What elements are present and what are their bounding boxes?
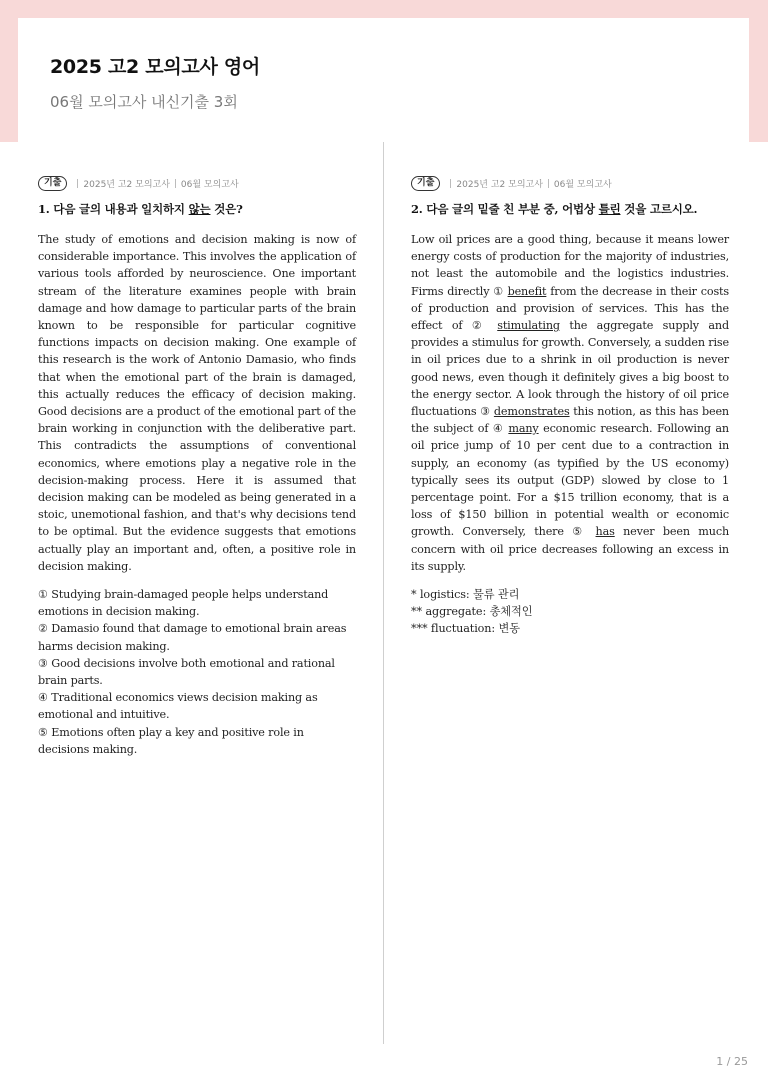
question-2-footnotes (411, 586, 729, 638)
document-title: 2025 고2 모의고사 영어 (50, 56, 260, 78)
choice-4: ④ Traditional economics views decision making as emotional and intuitive. (38, 691, 318, 722)
question-2 (411, 175, 729, 638)
choice-2: ② Damasio found that damage to emotional brain areas harms decision making. (38, 622, 347, 653)
question-1-choices (38, 586, 356, 758)
footnote-aggregate: ** aggregate: 총체적인 (411, 605, 533, 619)
choice-3: ③ Good decisions involve both emotional and rational brain parts. (38, 656, 335, 688)
document-subtitle: 06월 모의고사 내신기출 3회 (50, 93, 238, 111)
question-2-meta (411, 175, 729, 191)
exam-month: 06월 모의고사 (553, 179, 612, 190)
question-2-title: 2. 다음 글의 밑줄 친 부분 중, 어법상 틀린 것을 고르시오. (411, 202, 698, 216)
footnote-logistics: * logistics: 물류 관리 (411, 588, 520, 602)
column-divider (383, 142, 384, 1044)
exam-year: 2025년 고2 모의고사 (456, 179, 543, 190)
underlined-option-5: has (595, 525, 615, 539)
underlined-option-4: many (508, 422, 539, 436)
question-1-title: 1. 다음 글의 내용과 일치하지 않는 것은? (38, 202, 243, 216)
meta-separator (450, 179, 451, 188)
meta-separator (548, 179, 549, 188)
source-tag: 기출 (38, 176, 67, 191)
meta-separator (175, 179, 176, 188)
underlined-option-1: benefit (507, 284, 547, 298)
underlined-option-2: stimulating (497, 319, 560, 333)
title-underline: 틀린 (598, 202, 621, 216)
underlined-option-3: demonstrates (493, 405, 570, 419)
page-number: 1 / 25 (716, 1055, 748, 1068)
title-underline: 않는 (188, 202, 211, 216)
choice-5: ⑤ Emotions often play a key and positive role in decisions making. (38, 725, 304, 756)
question-1 (38, 175, 356, 758)
question-1-passage: The study of emotions and decision making is now of considerable importance. This involves the application of various tools afforded by neuroscience. One important stream of the literature examines people with brain damage and how damage to particular parts of the brain known to be responsible for particular cognitive functions impacts on decision making. One example of this research is the work of Antonio Damasio, who finds that when the emotional part of the brain is damaged, this actually reduces the efficacy of decision making. Good decisions are a product of the emotional part of the brain working in conjunction with the deliberative part. This contradicts the assumptions of conventional economics, where emotions play a negative role in the decision-making process. Here it is assumed that decision making can be modeled as being generated in a stoic, unemotional fashion, and that's why decisions tend to be optimal. But the evidence suggests that emotions actually play an important and, often, a positive role in decision making. (38, 233, 356, 573)
meta-separator (77, 179, 78, 188)
choice-1: ① Studying brain-damaged people helps understand emotions in decision making. (38, 588, 329, 619)
source-tag: 기출 (411, 176, 440, 191)
exam-year: 2025년 고2 모의고사 (83, 179, 170, 190)
question-1-meta (38, 175, 356, 191)
exam-month: 06월 모의고사 (180, 179, 239, 190)
question-2-passage: Low oil prices are a good thing, because it means lower energy costs of production for the majority of industries, not least the automobile and the logistics industries. Firms directly ① benefit from the decrease in their costs of production and provision of services. This has the effect of ② stimulating the aggregate supply and provides a stimulus for growth. Conversely, a sudden rise in oil prices due to a shrink in oil production is never good news, even though it definitely gives a big boost to the energy sector. A look through the history of oil price fluctuations ③ demonstrates this notion, as this has been the subject of ④ many economic research. Following an oil price jump of 10 per cent due to a contraction in supply, an economy (as typified by the US economy) typically sees its output (GDP) slowed by close to 1 percentage point. For a $15 trillion economy, that is a loss of $150 billion in potential wealth or economic growth. Conversely, there ⑤ has never been much concern with oil price decreases following an excess in its supply. (411, 233, 729, 573)
header-card (18, 18, 749, 142)
footnote-fluctuation: *** fluctuation: 변동 (411, 622, 520, 636)
